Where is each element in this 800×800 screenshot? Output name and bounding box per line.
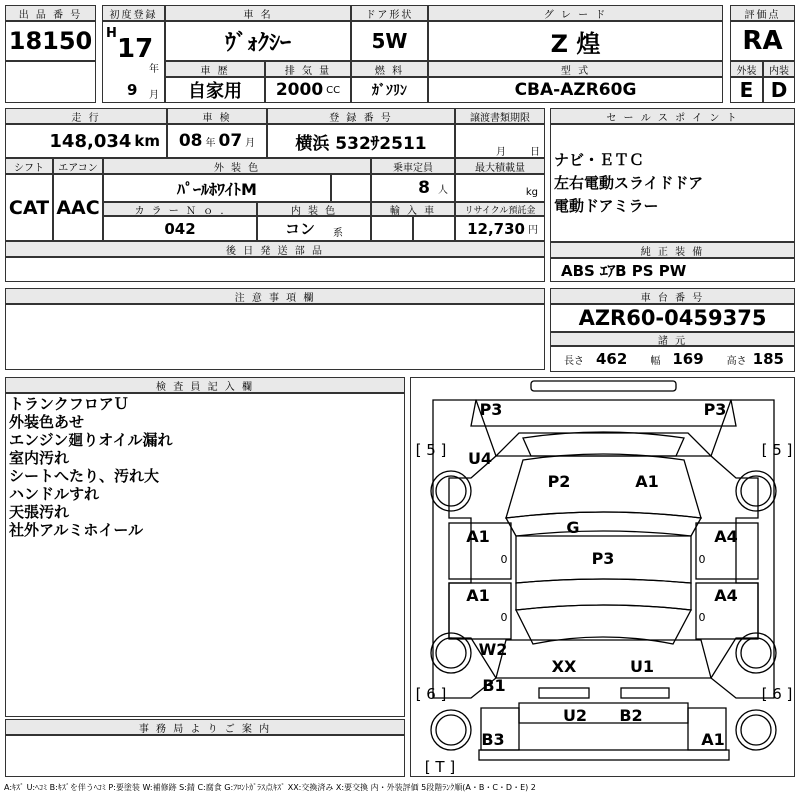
length-label: 長さ — [564, 355, 584, 367]
interior-score: D — [763, 77, 795, 103]
color-extra — [331, 174, 371, 202]
corner-label-right-top: [ 5 ] — [761, 441, 793, 459]
shift: CAT — [5, 174, 53, 241]
mileage — [5, 124, 167, 158]
mark-right-rear-door: A4 — [714, 586, 738, 605]
zero-mark: 0 — [500, 553, 508, 566]
color-no: 042 — [103, 216, 257, 241]
inspector-note: エンジン廻りオイル漏れ — [9, 431, 173, 449]
exterior-label: 外装 — [730, 61, 763, 77]
mark-front-left: P3 — [479, 400, 503, 419]
mark-left-rear: B1 — [482, 676, 506, 695]
first-reg-box — [102, 21, 165, 103]
recycle-value: 12,730 — [467, 219, 525, 238]
mark-glass: G — [566, 518, 580, 537]
capacity-unit: 人 — [438, 184, 448, 196]
mileage-value: 148,034 — [49, 130, 132, 152]
capacity-label: 乗車定員 — [371, 158, 455, 174]
width-field — [647, 350, 703, 368]
year-unit: 年 — [149, 64, 159, 75]
mark-bumper-left: B3 — [481, 730, 505, 749]
history-label: 車 歴 — [165, 61, 265, 77]
sales-label: セ ー ル ス ポ イ ン ト — [550, 108, 795, 124]
import-a — [371, 216, 413, 241]
capacity-value: 8 — [418, 178, 430, 198]
height: 185 — [752, 350, 784, 368]
insp-year: 08 — [178, 131, 203, 151]
max-load-label: 最大積載量 — [455, 158, 545, 174]
interior-label: 内装 — [763, 61, 795, 77]
door-type: 5W — [351, 21, 428, 61]
legend: A:ｷｽﾞ U:ﾍｺﾐ B:ｷｽﾞを伴うﾍｺﾐ P:要塗装 W:補修跡 S:錆 C:腐食 G:ﾌﾛﾝﾄｶﾞﾗｽ点ｷｽﾞ XX:交換済み X:要交換 内・外装評価 5段階ﾗﾝｸ順(A・B・C・D・E) 2 — [4, 783, 536, 792]
rear-lamp-left — [539, 688, 589, 698]
notes-label: 注 意 事 項 欄 — [5, 288, 545, 304]
mark-rear-bumper-right: B2 — [619, 706, 643, 725]
recycle-label: リサイクル預託金 — [455, 202, 545, 216]
first-reg-label: 初度登録 — [102, 5, 165, 21]
displacement-value: 2000 — [275, 80, 324, 100]
sales-point-item: 電動ドアミラー — [554, 197, 659, 215]
transfer-date — [455, 124, 545, 158]
insp-month-unit: 月 — [245, 137, 256, 149]
first-reg-month: 9 — [127, 81, 138, 99]
zero-mark: 0 — [698, 553, 706, 566]
inspector-note: トランクフロアＵ — [9, 395, 129, 413]
rear-panel — [519, 703, 688, 723]
wheel-front-left-inner — [436, 476, 466, 506]
dimensions — [550, 346, 795, 372]
score: RA — [730, 21, 795, 61]
ac: AAC — [53, 174, 103, 241]
office-label: 事 務 局 よ り ご 案 内 — [5, 719, 405, 735]
grade-label: グ レ ー ド — [428, 5, 723, 21]
color: ﾊﾟｰﾙﾎﾜｲﾄM — [103, 174, 331, 202]
history: 自家用 — [165, 77, 265, 103]
wheel-front-right-inner — [741, 476, 771, 506]
door-label: ドア形状 — [351, 5, 428, 21]
spare-wheel-right — [736, 710, 776, 750]
mark-left-front-door: A1 — [466, 527, 490, 546]
corner-label-right-bottom: [ 6 ] — [761, 685, 793, 703]
first-reg-year: 17 — [117, 34, 154, 64]
score-label: 評価点 — [730, 5, 795, 21]
transfer-month-unit: 月 — [496, 147, 506, 158]
registration: 横浜 532ｻ2511 — [267, 124, 455, 158]
mark-hood-left: P2 — [547, 472, 571, 491]
car-diagram-svg — [411, 378, 795, 777]
length: 462 — [596, 350, 628, 368]
import-b — [413, 216, 455, 241]
recycle — [455, 216, 545, 241]
inspector-label: 検 査 員 記 入 欄 — [5, 377, 405, 393]
width: 169 — [672, 350, 704, 368]
month-unit: 月 — [149, 90, 159, 101]
spare-wheel-left — [431, 710, 471, 750]
equipment: ABS ｴｱB PS PW — [550, 258, 795, 282]
wheel-front-left — [431, 471, 471, 511]
displacement — [265, 77, 351, 103]
mark-front-right: P3 — [703, 400, 727, 419]
wheel-rear-right-inner — [741, 638, 771, 668]
headlamp-outline — [496, 433, 711, 456]
chassis-label: 車 台 番 号 — [550, 288, 795, 304]
capacity — [371, 174, 455, 202]
fuel: ｶﾞｿﾘﾝ — [351, 77, 428, 103]
chassis-number: AZR60-0459375 — [550, 304, 795, 332]
windshield — [506, 512, 701, 536]
corner-label-left-bottom: [ 6 ] — [415, 685, 447, 703]
front-bumper-top — [531, 381, 676, 391]
shift-label: シフト — [5, 158, 53, 174]
car-name-label: 車 名 — [165, 5, 351, 21]
mark-rear-glass: XX — [551, 657, 577, 676]
interior-color — [257, 216, 371, 241]
width-label: 幅 — [650, 355, 661, 367]
interior-color-label: 内 装 色 — [257, 202, 371, 216]
interior-color-value: コン — [284, 220, 315, 238]
length-field — [561, 350, 627, 368]
rear-window — [516, 605, 691, 644]
insp-month: 07 — [218, 131, 243, 151]
hood — [506, 454, 701, 518]
fuel-label: 燃 料 — [351, 61, 428, 77]
mark-rear-bumper-left: U2 — [562, 706, 588, 725]
office — [5, 735, 405, 777]
mark-left-fender: U4 — [467, 449, 493, 468]
inspector-note: ハンドルすれ — [9, 485, 100, 503]
rear-hatch — [496, 640, 711, 678]
car-name: ｳﾞｫｸｼｰ — [165, 21, 351, 61]
front-panel — [471, 400, 736, 426]
exterior-score: E — [730, 77, 763, 103]
mark-bumper-right: A1 — [701, 730, 725, 749]
spare-wheel-right-inner — [741, 715, 771, 745]
mark-left-quarter: W2 — [478, 640, 508, 659]
mark-rear-right: U1 — [629, 657, 655, 676]
insp-year-unit: 年 — [205, 137, 216, 149]
car-diagram — [410, 377, 795, 777]
inspector-note: シートへたり、汚れ大 — [9, 467, 160, 485]
recycle-unit: 円 — [528, 225, 538, 236]
corner-label-left-top: [ 5 ] — [415, 441, 447, 459]
inspector-note: 外装色あせ — [9, 413, 85, 431]
inspection-label: 車 検 — [167, 108, 267, 124]
color-no-label: カ ラ ー Ｎ ｏ . — [103, 202, 257, 216]
mileage-unit: km — [134, 132, 160, 150]
later-parts — [5, 257, 545, 282]
notes — [5, 304, 545, 370]
zero-mark: 0 — [500, 611, 508, 624]
height-label: 高さ — [726, 355, 747, 367]
mark-right-front-door: A4 — [714, 527, 738, 546]
later-parts-label: 後 日 発 送 部 品 — [5, 241, 545, 257]
registration-label: 登 録 番 号 — [267, 108, 455, 124]
inspector-note: 社外アルミホイール — [9, 521, 144, 539]
inspector-note: 天張汚れ — [9, 503, 70, 521]
height-field — [724, 350, 784, 368]
inspection — [167, 124, 267, 158]
displacement-label: 排 気 量 — [265, 61, 351, 77]
rear-lamp-right — [621, 688, 669, 698]
lot-number-blank — [5, 61, 96, 103]
mark-hood-right: A1 — [635, 472, 659, 491]
interior-color-unit: 系 — [333, 228, 343, 239]
sales-point-item: 左右電動スライドドア — [554, 174, 704, 192]
inspector-note: 室内汚れ — [9, 449, 70, 467]
equipment-label: 純 正 装 備 — [550, 242, 795, 258]
color-label: 外 装 色 — [103, 158, 371, 174]
mileage-label: 走 行 — [5, 108, 167, 124]
model: CBA-AZR60G — [428, 77, 723, 103]
sales-point-item: ナビ・ＥＴＣ — [554, 151, 645, 169]
hood-top — [523, 432, 684, 456]
sales-points — [550, 124, 795, 242]
era: H — [106, 26, 117, 41]
max-load-unit: kg — [525, 186, 538, 198]
grade: Z 煌 — [428, 21, 723, 61]
import-label: 輸 入 車 — [371, 202, 455, 216]
wheel-rear-left-inner — [436, 638, 466, 668]
mark-roof: P3 — [591, 549, 615, 568]
lot-number-label: 出 品 番 号 — [5, 5, 96, 21]
wheel-front-right — [736, 471, 776, 511]
displacement-unit: CC — [326, 84, 341, 96]
max-load — [455, 174, 545, 202]
model-label: 型 式 — [428, 61, 723, 77]
inspector-notes — [5, 393, 405, 717]
zero-mark: 0 — [698, 611, 706, 624]
rear-bumper — [479, 750, 729, 760]
mark-left-rear-door: A1 — [466, 586, 490, 605]
transfer-label: 譲渡書類期限 — [455, 108, 545, 124]
spare-wheel-left-inner — [436, 715, 466, 745]
spec-label: 諸 元 — [550, 332, 795, 346]
lot-number: 18150 — [5, 21, 96, 61]
transfer-day-unit: 日 — [530, 147, 540, 158]
trunk-label: [ T ] — [424, 758, 456, 776]
ac-label: エアコン — [53, 158, 103, 174]
